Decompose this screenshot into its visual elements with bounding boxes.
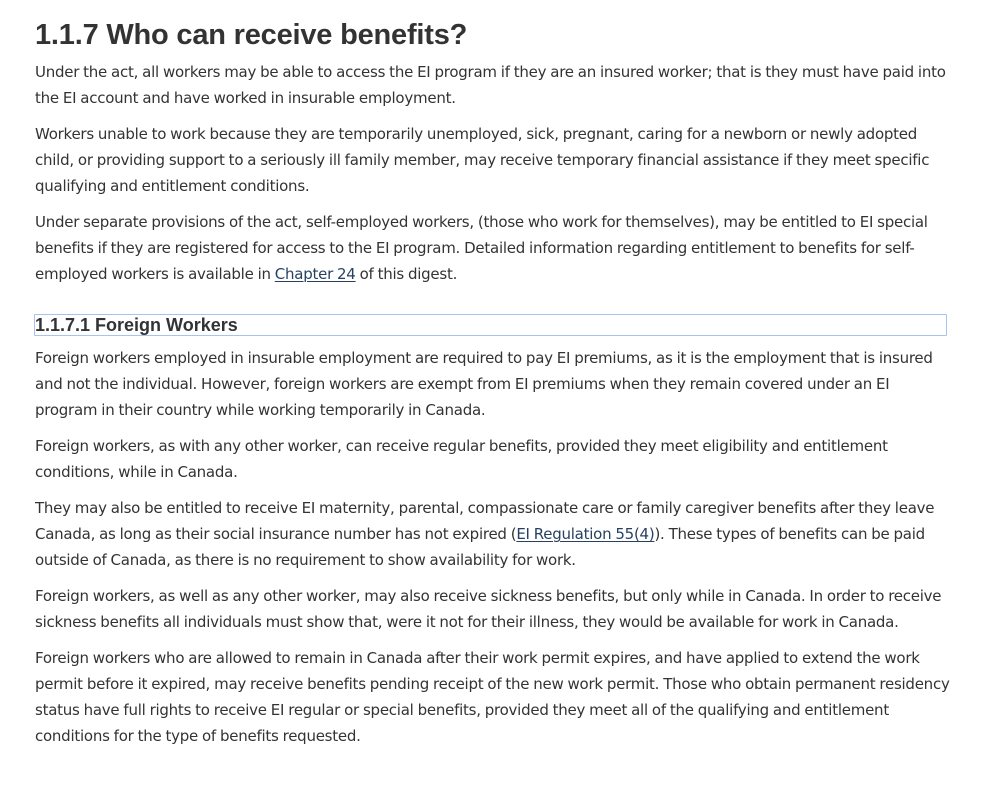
paragraph-foreign-sickness-benefits: Foreign workers, as well as any other worker, may also receive sickness benefits, but only while in Canada. In order to receive sickness benefits all individuals must show that, were it not for their illness, they would be available for work in Canada. [35, 587, 942, 631]
paragraph-unable-to-work: Workers unable to work because they are temporarily unemployed, sick, pregnant, caring for a newborn or newly adopted child, or providing support to a seriously ill family member, may receive temporary financial assistance if they meet specific qualifying and entitlement conditions. [35, 125, 930, 195]
special-benefits-text-before-link: They may also be entitled to receive EI maternity, parental, compassionate care or family caregiver benefits after they leave Canada, as long as their social insurance number has not expired ( [35, 499, 935, 543]
paragraph-insured-workers: Under the act, all workers may be able to access the EI program if they are an insured worker; that is they must have paid into the EI account and have worked in insurable employment. [35, 63, 946, 107]
document-content [35, 0, 950, 759]
chapter-24-link[interactable]: Chapter 24 [274, 265, 356, 283]
self-employed-text-before-link: Under separate provisions of the act, self-employed workers, (those who work for themselves), may be entitled to EI special benefits if they are registered for access to the EI program. Detailed information regarding entitlement to benefits for self-employed workers is available in [35, 213, 928, 283]
subsection-heading-foreign-workers[interactable]: 1.1.7.1 Foreign Workers [34, 314, 947, 336]
paragraph-foreign-regular-benefits: Foreign workers, as with any other worker, can receive regular benefits, provided they meet eligibility and entitlement conditions, while in Canada. [35, 437, 888, 481]
special-benefits-text-after-link: ). These types of benefits can be paid outside of Canada, as there is no requirement to show availability for work. [35, 525, 925, 569]
section-heading: 1.1.7 Who can receive benefits? [35, 19, 468, 51]
self-employed-text-after-link: of this digest. [355, 265, 458, 283]
paragraph-foreign-premiums: Foreign workers employed in insurable employment are required to pay EI premiums, as it is the employment that is insured and not the individual. However, foreign workers are exempt from EI premiums when they remain covered under an EI program in their country while working temporarily in Canada. [35, 349, 933, 419]
ei-regulation-55-4-link[interactable]: EI Regulation 55(4) [516, 525, 655, 543]
paragraph-foreign-special-benefits [35, 495, 950, 573]
paragraph-self-employed [35, 209, 950, 287]
paragraph-foreign-work-permit: Foreign workers who are allowed to remain in Canada after their work permit expires, and have applied to extend the work permit before it expired, may receive benefits pending receipt of the new work permit. Those who obtain permanent residency status have full rights to receive EI regular or special benefits, provided they meet all of the qualifying and entitlement conditions for the type of benefits requested. [35, 649, 950, 745]
